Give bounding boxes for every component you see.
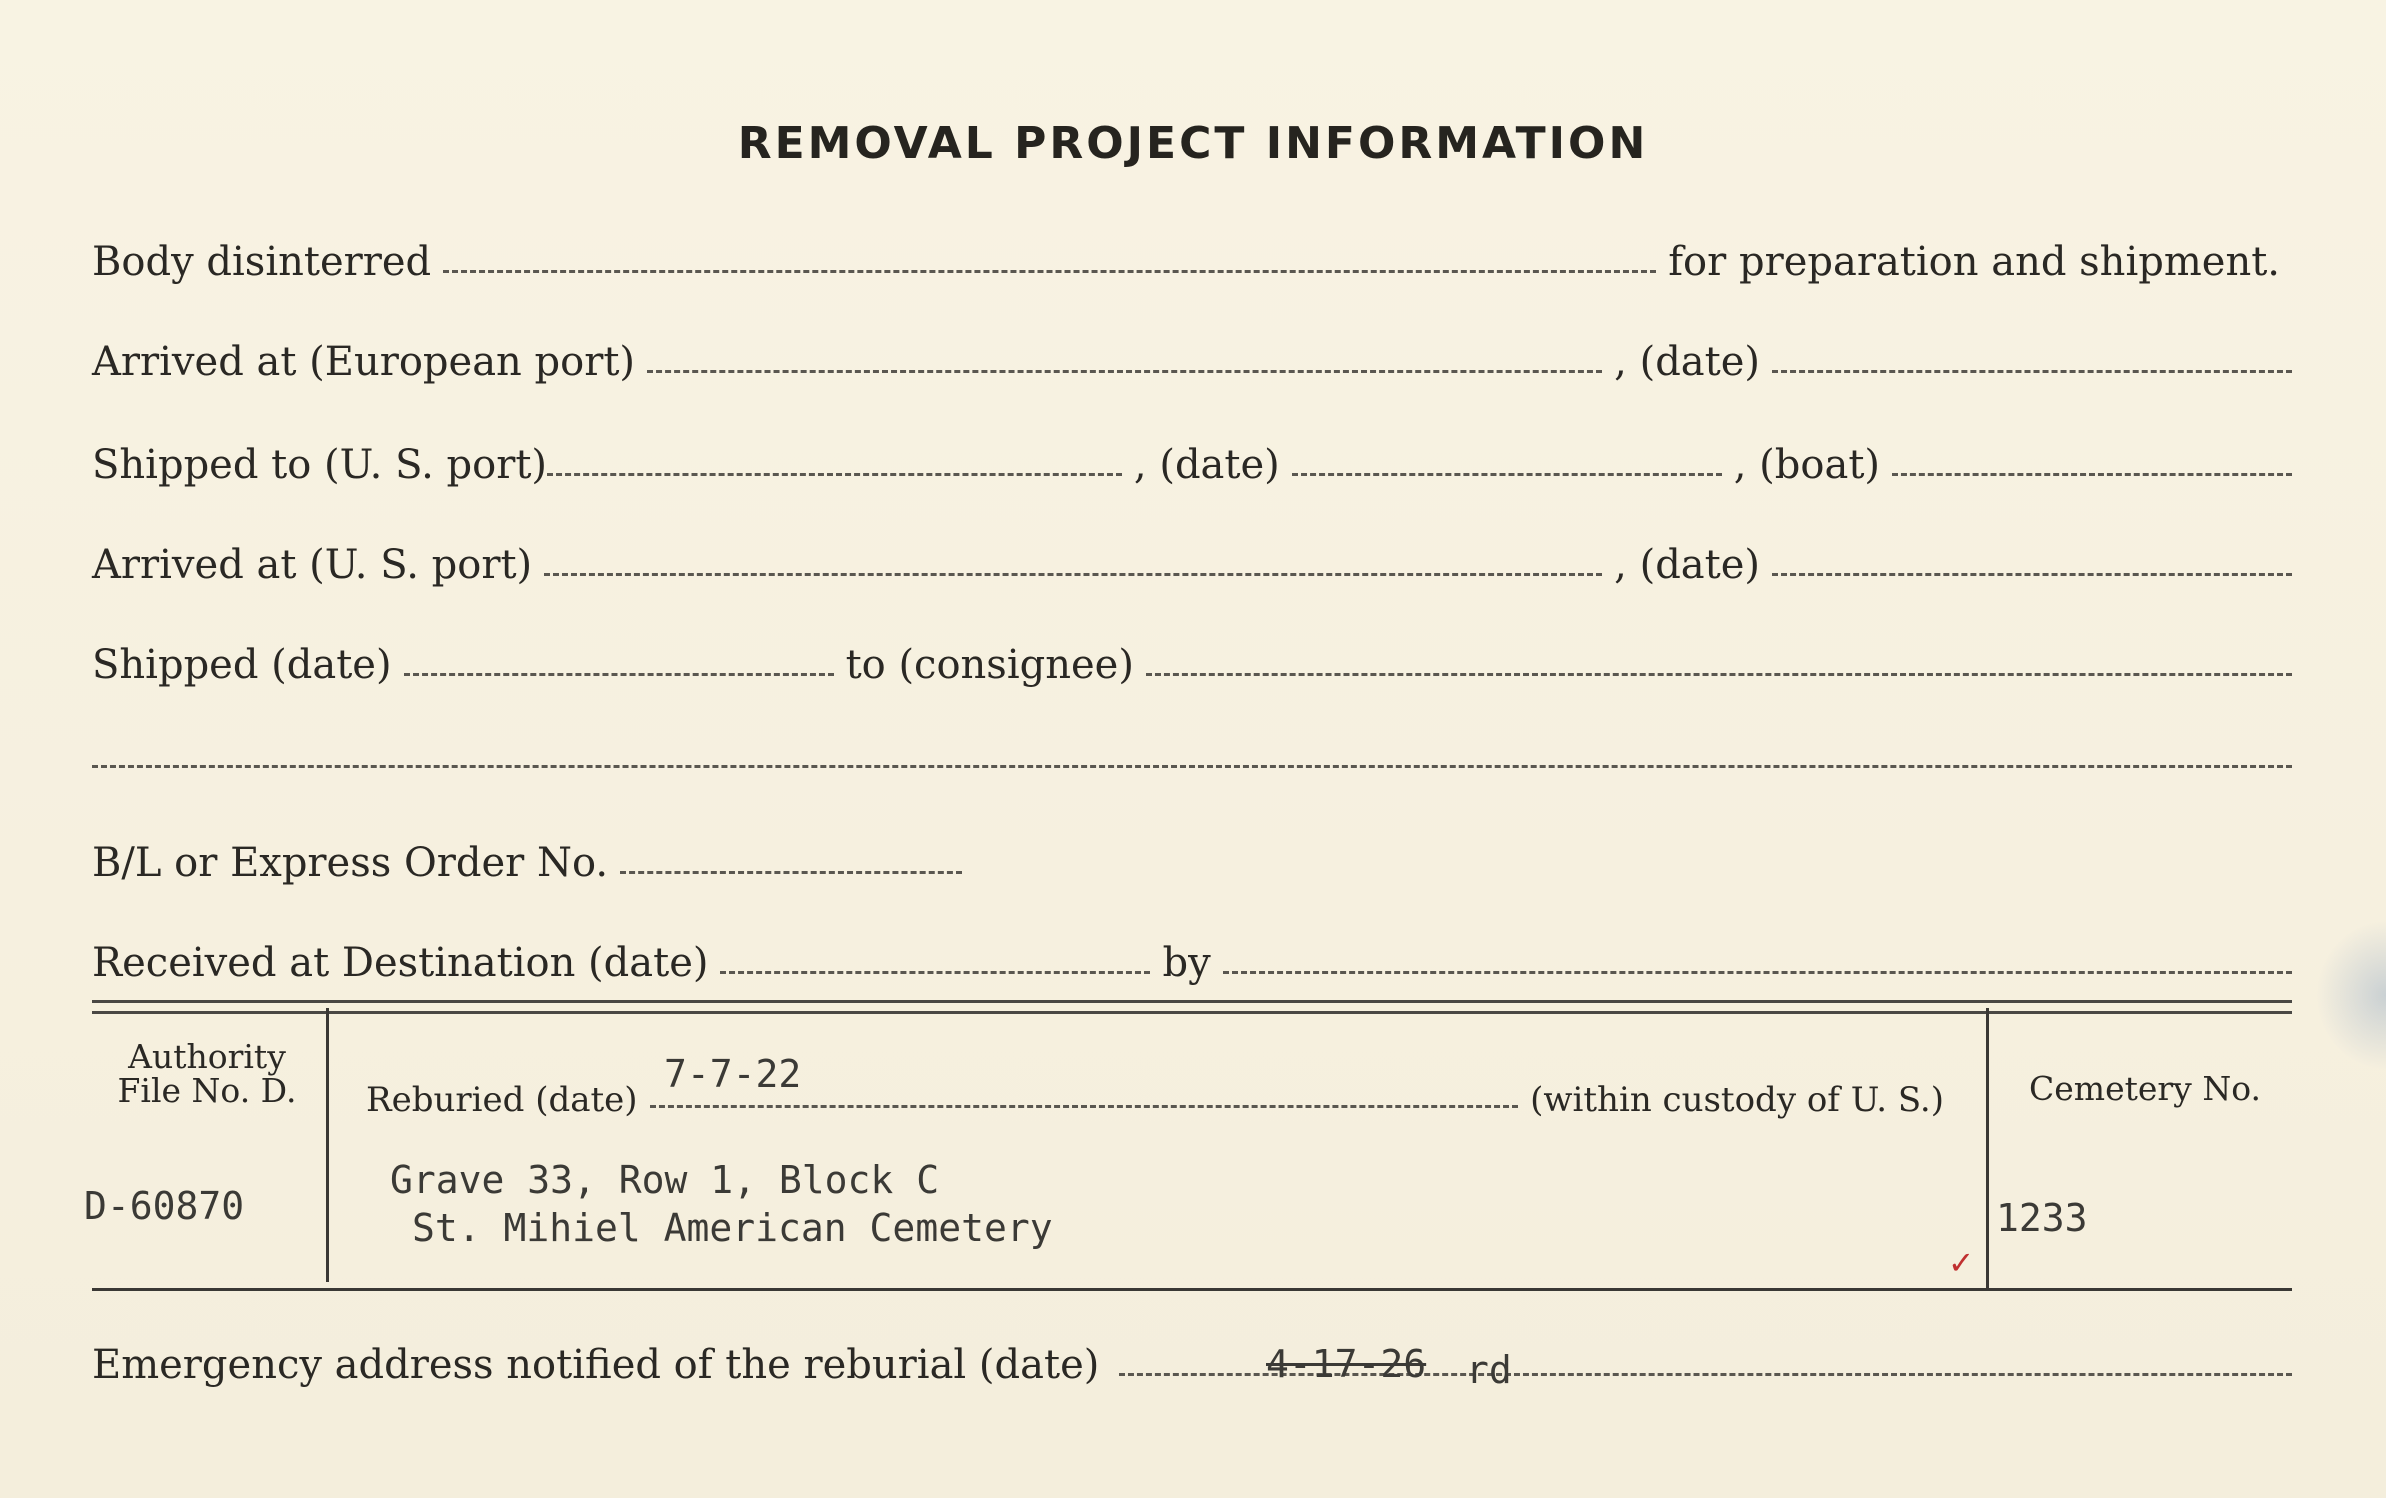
- row-emergency: [92, 1328, 2292, 1388]
- emergency-date-value: 4-17-26: [1266, 1342, 1427, 1386]
- label-consignee: to (consignee): [845, 642, 1134, 688]
- label-emergency: Emergency address notified of the reburial (date): [92, 1342, 1100, 1388]
- table-top-rule: [92, 1000, 2292, 1014]
- field-bl-order[interactable]: [620, 871, 962, 874]
- cemetery-number: 1233: [1996, 1196, 2088, 1240]
- field-received-date[interactable]: [720, 971, 1150, 974]
- row-bl-order: [92, 826, 962, 886]
- authority-label-line-1: Authority: [128, 1037, 286, 1076]
- label-cemetery-no: Cemetery No.: [2029, 1069, 2261, 1108]
- label-body-disinterred: Body disinterred: [92, 239, 432, 285]
- label-date: , (date): [1614, 339, 1760, 385]
- row-shipped-to: [92, 428, 2292, 488]
- authority-label: [92, 1037, 322, 1110]
- check-mark-icon: ✓: [1950, 1242, 1972, 1283]
- field-consignee-line-2[interactable]: [92, 765, 2292, 768]
- field-consignee[interactable]: [1146, 673, 2292, 676]
- table-bottom-rule: [92, 1288, 2292, 1291]
- label-preparation-shipment: for preparation and shipment.: [1668, 239, 2280, 285]
- field-received-by[interactable]: [1223, 971, 2292, 974]
- field-us-port[interactable]: [547, 473, 1122, 476]
- cemetery-name: St. Mihiel American Cemetery: [412, 1206, 1053, 1250]
- authority-file-number: D-60870: [84, 1184, 245, 1228]
- label-by: by: [1162, 940, 1211, 986]
- field-reburied-date[interactable]: [650, 1105, 1519, 1108]
- label-shipped-date: , (date): [1133, 442, 1280, 488]
- label-custody: (within custody of U. S.): [1530, 1080, 1944, 1120]
- row-body-disinterred: [92, 225, 2292, 285]
- field-european-port[interactable]: [647, 370, 1602, 373]
- field-shipped-date-2[interactable]: [404, 673, 834, 676]
- card-title: REMOVAL PROJECT INFORMATION: [737, 118, 1649, 169]
- label-arrived-european: Arrived at (European port): [92, 339, 636, 385]
- column-divider-1: [326, 1008, 329, 1282]
- row-reburied: [366, 1060, 1956, 1120]
- label-bl-order: B/L or Express Order No.: [92, 840, 609, 886]
- row-shipped-consignee: [92, 628, 2292, 688]
- label-shipped-to: Shipped to (U. S. port): [92, 442, 547, 488]
- row-arrived-us: [92, 528, 2292, 588]
- label-boat: , (boat): [1733, 442, 1880, 488]
- row-arrived-european: [92, 325, 2292, 385]
- field-shipped-date[interactable]: [1292, 473, 1722, 476]
- label-shipped-date-2: Shipped (date): [92, 642, 392, 688]
- emergency-initials: rd: [1466, 1348, 1512, 1392]
- column-divider-2: [1986, 1008, 1989, 1288]
- field-boat[interactable]: [1892, 473, 2292, 476]
- label-received: Received at Destination (date): [92, 940, 709, 986]
- reburied-date-value: 7-7-22: [664, 1052, 802, 1096]
- authority-label-line-2: File No. D.: [117, 1071, 297, 1110]
- field-arrived-us-date[interactable]: [1772, 573, 2292, 576]
- field-european-date[interactable]: [1772, 370, 2292, 373]
- grave-location: Grave 33, Row 1, Block C: [390, 1158, 940, 1202]
- row-consignee-continued: [92, 720, 2292, 780]
- label-arrived-us-date: , (date): [1614, 542, 1760, 588]
- row-received: [92, 926, 2292, 986]
- label-arrived-us: Arrived at (U. S. port): [92, 542, 533, 588]
- field-disinterred[interactable]: [443, 270, 1656, 273]
- label-reburied: Reburied (date): [366, 1080, 638, 1120]
- field-us-arrival-port[interactable]: [544, 573, 1602, 576]
